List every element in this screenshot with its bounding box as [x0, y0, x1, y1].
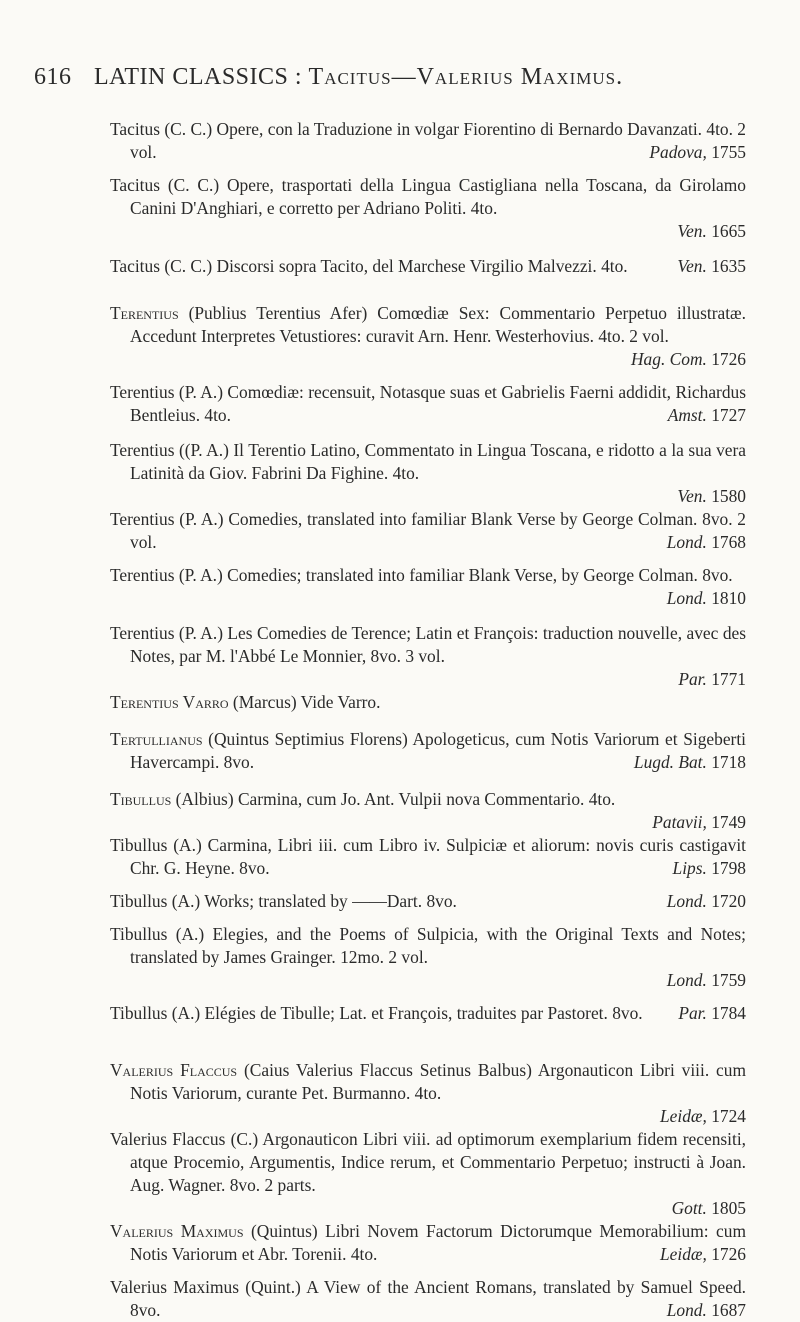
header-separator: : [294, 64, 303, 90]
catalogue-entry [110, 508, 746, 554]
entry-imprint [130, 485, 746, 508]
entry-place: Hag. Com. [631, 349, 707, 369]
catalogue-entry [110, 118, 746, 164]
entry-place: Par. [678, 1003, 707, 1023]
catalogue-entry [110, 728, 746, 774]
entry-year: 1798 [711, 858, 746, 878]
entry-place: Par. [678, 669, 707, 689]
entry-text: (Marcus) Vide Varro. [228, 692, 381, 712]
entry-place: Ven. [677, 256, 707, 276]
running-header [34, 62, 774, 92]
entry-place: Padova, [649, 142, 707, 162]
catalogue-entry [110, 439, 746, 508]
catalogue-entries [110, 118, 746, 1322]
entry-imprint [130, 1197, 746, 1220]
catalogue-entry [110, 788, 746, 834]
entry-imprint [130, 969, 746, 992]
entry-text: (C. C.) Discorsi sopra Tacito, del Marchese Virgilio Malvezzi. 4to. [159, 256, 628, 276]
entry-author: Valerius Flaccus [110, 1060, 238, 1080]
entry-place: Ven. [677, 486, 707, 506]
entry-author: Tacitus [110, 256, 160, 276]
entry-text: (A.) Carmina, Libri iii. cum Libro iv. Sulpiciæ et aliorum: novis curis castigavit Chr. G. Heyne. 8vo. [130, 835, 746, 878]
entry-text: (A.) Elégies de Tibulle; Lat. et François, traduites par Pastoret. 8vo. [167, 1003, 643, 1023]
entry-author: Terentius [110, 303, 179, 323]
catalogue-entry [110, 622, 746, 691]
entry-imprint [667, 1299, 746, 1322]
entry-imprint [130, 811, 746, 834]
entry-text: (P. A.) Comedies; translated into familiar Blank Verse, by George Colman. 8vo. [174, 565, 733, 585]
entry-text: (Publius Terentius Afer) Comœdiæ Sex: Commentario Perpetuo illustratæ. Accedunt Interpretes Vetustiores: curavit Arn. Henr. Westerhovius. 4to. 2 vol. [130, 303, 746, 346]
entry-author: Tibullus [110, 924, 168, 944]
entry-year: 1665 [711, 221, 746, 241]
running-title: Tacitus—Valerius Maximus. [308, 64, 624, 90]
entry-place: Ven. [677, 221, 707, 241]
entry-text: (P. A.) Comœdiæ: recensuit, Notasque suas et Gabrielis Faerni addidit, Richardus Bentleius. 4to. [130, 382, 746, 425]
entry-imprint [668, 404, 746, 427]
catalogue-entry [110, 1002, 746, 1025]
page-number: 616 [34, 64, 72, 90]
catalogue-entry [110, 1276, 746, 1322]
entry-year: 1727 [711, 405, 746, 425]
catalogue-entry [110, 890, 746, 913]
entry-place: Patavii, [652, 812, 707, 832]
entry-year: 1810 [711, 588, 746, 608]
entry-author: Valerius [110, 1129, 167, 1149]
entry-text: (Caius Valerius Flaccus Setinus Balbus) Argonauticon Libri viii. cum Notis Variorum, curante Pet. Burmanno. 4to. [130, 1060, 746, 1103]
entry-text: (P. A.) Comedies, translated into familiar Blank Verse by George Colman. 8vo. 2 vol. [130, 509, 746, 552]
entry-text: (Quintus) Libri Novem Factorum Dictorumque Memorabilium: cum Notis Variorum et Abr. Torenii. 4to. [130, 1221, 747, 1264]
entry-author: Terentius [110, 509, 175, 529]
entry-place: Leidæ, [659, 1106, 707, 1126]
entry-imprint [130, 220, 746, 243]
entry-year: 1771 [711, 669, 746, 689]
entry-year: 1768 [711, 532, 746, 552]
entry-place: Lips. [672, 858, 707, 878]
entry-text: (Quintus Septimius Florens) Apologeticus, cum Notis Variorum et Sigeberti Havercampi. 8vo. [130, 729, 746, 772]
entry-place: Lond. [666, 1300, 707, 1320]
entry-author: Tertullianus [110, 729, 203, 749]
catalogue-entry [110, 381, 746, 427]
entry-year: 1755 [711, 142, 746, 162]
entry-year: 1687 [711, 1300, 746, 1320]
entry-text: (C. C.) Opere, trasportati della Lingua Castigliana nella Toscana, da Girolamo Canini D'Anghiari, e corretto per Adriano Politi. 4to. [130, 175, 746, 218]
entry-place: Lond. [666, 970, 707, 990]
entry-text: (A.) Elegies, and the Poems of Sulpicia, with the Original Texts and Notes; translated by James Grainger. 12mo. 2 vol. [130, 924, 746, 967]
entry-imprint [667, 531, 746, 554]
entry-text: (C. C.) Opere, con la Traduzione in volgar Fiorentino di Bernardo Davanzati. 4to. 2 vol. [130, 119, 746, 162]
entry-author: Valerius Maximus [110, 1221, 244, 1241]
entry-imprint [634, 751, 746, 774]
entry-imprint [667, 890, 746, 913]
entry-year: 1580 [711, 486, 746, 506]
catalogue-entry [110, 255, 746, 278]
entry-year: 1805 [711, 1198, 746, 1218]
entry-author: Tibullus [110, 789, 172, 809]
entry-imprint [677, 255, 746, 278]
entry-author: Terentius [110, 565, 175, 585]
entry-author: Tacitus [110, 175, 160, 195]
catalogue-entry [110, 923, 746, 992]
entry-place: Gott. [671, 1198, 707, 1218]
entry-author: Terentius Varro [110, 692, 229, 712]
entry-author: Tibullus [110, 1003, 168, 1023]
entry-year: 1784 [711, 1003, 746, 1023]
catalogue-entry [110, 691, 746, 714]
entry-imprint [649, 141, 746, 164]
entry-place: Lond. [666, 588, 707, 608]
catalogue-entry [110, 1059, 746, 1128]
entry-imprint [631, 348, 746, 371]
entry-place: Leidæ, [659, 1244, 707, 1264]
entry-imprint [667, 587, 746, 610]
entry-author: Tibullus [110, 835, 168, 855]
catalogue-entry [110, 1220, 746, 1266]
section-title: LATIN CLASSICS [94, 64, 289, 90]
entry-text: ((P. A.) Il Terentio Latino, Commentato in Lingua Toscana, e ridotto a la sua vera Latinità da Giov. Fabrini Da Fighine. 4to. [130, 440, 746, 483]
catalogue-entry [110, 564, 746, 610]
entry-year: 1724 [711, 1106, 746, 1126]
entry-year: 1635 [711, 256, 746, 276]
entry-year: 1759 [711, 970, 746, 990]
catalogue-entry [110, 302, 746, 371]
entry-author: Terentius [110, 382, 175, 402]
entry-year: 1726 [711, 349, 746, 369]
entry-year: 1726 [711, 1244, 746, 1264]
entry-author: Terentius [110, 440, 175, 460]
entry-text: (P. A.) Les Comedies de Terence; Latin et François: traduction nouvelle, avec des Notes, par M. l'Abbé Le Monnier, 8vo. 3 vol. [130, 623, 746, 666]
entry-year: 1749 [711, 812, 746, 832]
entry-place: Lond. [666, 532, 707, 552]
entry-imprint [678, 1002, 746, 1025]
entry-text: Maximus (Quint.) A View of the Ancient Romans, translated by Samuel Speed. 8vo. [130, 1277, 746, 1320]
entry-imprint [130, 668, 746, 691]
entry-imprint [673, 857, 746, 880]
catalogue-entry [110, 1128, 746, 1220]
entry-year: 1718 [711, 752, 746, 772]
entry-author: Tibullus [110, 891, 168, 911]
entry-imprint [130, 1105, 746, 1128]
entry-place: Amst. [667, 405, 707, 425]
entry-author: Valerius [110, 1277, 167, 1297]
entry-author: Tacitus [110, 119, 160, 139]
entry-text: (A.) Works; translated by ——Dart. 8vo. [167, 891, 457, 911]
entry-author: Terentius [110, 623, 175, 643]
catalogue-entry [110, 834, 746, 880]
entry-place: Lugd. Bat. [633, 752, 707, 772]
entry-imprint [660, 1243, 746, 1266]
entry-text: (Albius) Carmina, cum Jo. Ant. Vulpii nova Commentario. 4to. [171, 789, 616, 809]
catalogue-entry [110, 174, 746, 243]
entry-text: Flaccus (C.) Argonauticon Libri viii. ad optimorum exemplarium fidem recensiti, atque Procemio, Argumentis, Indice rerum, et Commentario Perpetuo; instructi à Joan. Aug. Wagner. 8vo. 2 parts. [130, 1129, 746, 1195]
entry-place: Lond. [666, 891, 707, 911]
entry-year: 1720 [711, 891, 746, 911]
